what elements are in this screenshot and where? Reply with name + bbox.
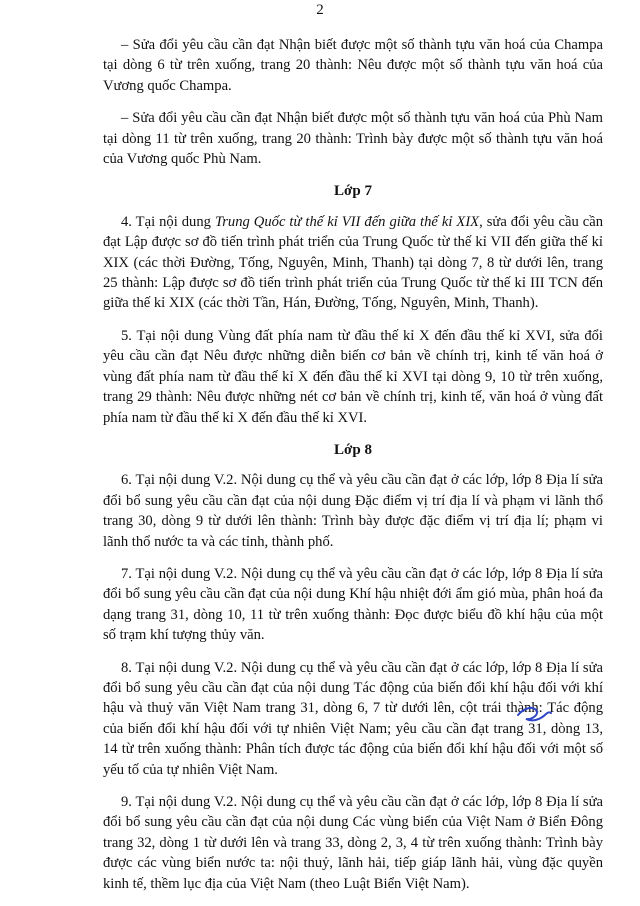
paragraph: 5. Tại nội dung Vùng đất phía nam từ đầu thế kỉ X đến đầu thế kỉ XVI, sửa đổi yêu cầu cần đạt Nêu được những diễn biến cơ bản về chính trị, kinh tế văn hoá ở vùng đất phía nam từ đầu thế kỉ X đến đầu thế kỉ XVI tại dòng 9, 10 từ trên xuống, trang 29 thành: Nêu được những nét cơ bản về chính trị, kinh tế, văn hoá ở vùng đất phía nam từ đầu thế kỉ X đến đầu thế kỉ XVI.: [103, 327, 603, 426]
paragraph: – Sửa đổi yêu cầu cần đạt Nhận biết được một số thành tựu văn hoá của Phù Nam tại dòng 11 từ trên xuống, trang 20 thành: Trình bày được một số thành tựu văn hoá của Vương quốc Phù Nam.: [103, 110, 603, 168]
handwritten-initial-mark: [514, 700, 554, 726]
paragraph: 6. Tại nội dung V.2. Nội dung cụ thể và yêu cầu cần đạt ở các lớp, lớp 8 Địa lí sửa đổi bổ sung yêu cầu cần đạt của nội dung Đặc điểm vị trí địa lí và phạm vi lãnh thổ trang 30, dòng 9 từ dưới lên thành: Trình bày được đặc điểm vị trí địa lí; phạm vi lãnh thổ nước ta và các tỉnh, thành phố.: [103, 472, 603, 550]
italic-topic: Trung Quốc từ thế kỉ VII đến giữa thế kỉ XIX: [214, 213, 480, 230]
page-number: 2: [316, 2, 324, 18]
document-body: [103, 35, 603, 906]
paragraph: 9. Tại nội dung V.2. Nội dung cụ thể và yêu cầu cần đạt ở các lớp, lớp 8 Địa lí sửa đổi bổ sung yêu cầu cần đạt của nội dung Các vùng biển của Việt Nam ở Biển Đông trang 32, dòng 1 từ dưới lên và trang 33, dòng 2, 3, 4 từ trên xuống thành: Trình bày được các vùng biển nước ta: nội thuỷ, lãnh hải, tiếp giáp lãnh hải, vùng đặc quyền kinh tế, thềm lục địa của Việt Nam (theo Luật Biển Việt Nam).: [103, 794, 603, 892]
paragraph-text: 4. Tại nội dung: [121, 213, 215, 230]
paragraph: 7. Tại nội dung V.2. Nội dung cụ thể và yêu cầu cần đạt ở các lớp, lớp 8 Địa lí sửa đổi bổ sung yêu cầu cần đạt của nội dung Khí hậu nhiệt đới ẩm gió mùa, phân hoá đa dạng trang 31, dòng 10, 11 từ trên xuống thành: Đọc được biểu đồ khí hậu của một số trạm khí tượng thủy văn.: [103, 565, 603, 644]
paragraph-text: , sửa đổi yêu cầu cần đạt Lập được sơ đồ tiến trình phát triển của Trung Quốc từ thế kỉ VII đến giữa thế kỉ XIX (các thời Đường, Tống, Nguyên, Minh, Thanh) tại dòng 7, 8 từ dưới lên, trang 25 thành: Lập được sơ đồ tiến trình phát triển của Trung Quốc từ thế kỉ III TCN đến giữa thế kỉ XIX (các thời Tần, Hán, Đường, Tống, Nguyên, Minh, Thanh).: [103, 213, 603, 312]
section-heading-lop-7: Lớp 7: [334, 183, 372, 200]
paragraph: 8. Tại nội dung V.2. Nội dung cụ thể và yêu cầu cần đạt ở các lớp, lớp 8 Địa lí sửa đổi bổ sung yêu cầu cần đạt của nội dung Tác động của biến đổi khí hậu đối với khí hậu và thuỷ văn Việt Nam trang 31, dòng 6, 7 từ dưới lên, cột trái thành: Tác động của biến đổi khí hậu đối với tự nhiên Việt Nam; yêu cầu cần đạt trang 31, dòng 13, 14 từ trên xuống thành: Phân tích được tác động của biến đổi khí hậu đối với một số yếu tố của tự nhiên Việt Nam.: [103, 659, 603, 778]
paragraph: [103, 212, 603, 314]
section-heading-lop-8: Lớp 8: [334, 441, 372, 458]
paragraph: – Sửa đổi yêu cầu cần đạt Nhận biết được một số thành tựu văn hoá của Champa tại dòng 6 từ trên xuống, trang 20 thành: Nêu được một số thành tựu văn hoá của Vương quốc Champa.: [103, 37, 603, 94]
initial-stroke: [518, 708, 551, 720]
